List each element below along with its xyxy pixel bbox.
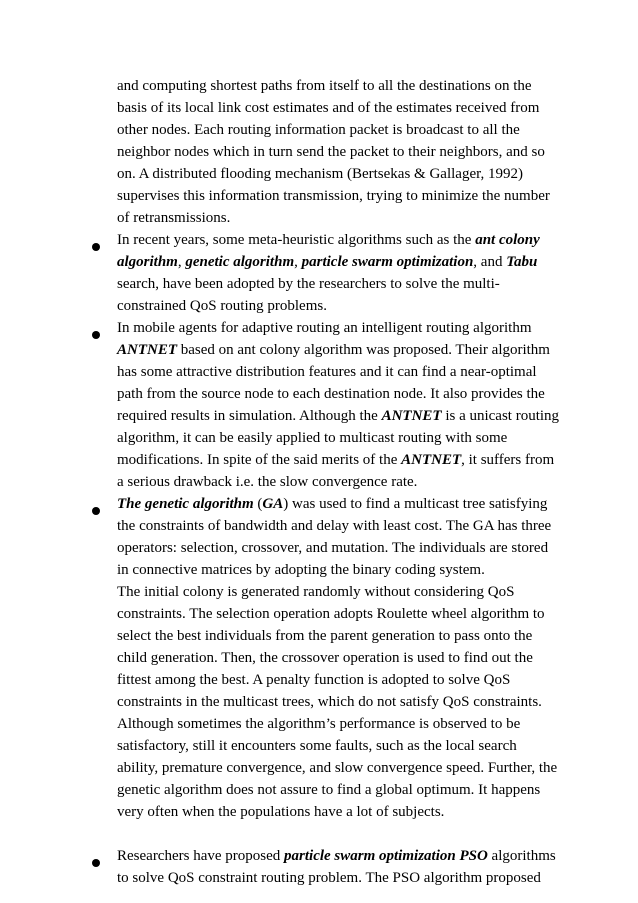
- text-line: genetic algorithm does not assure to find a global optimum. It happens: [117, 782, 541, 798]
- text-run: based on ant colony algorithm was proposed. Their algorithm: [177, 342, 550, 358]
- text-line: to solve QoS constraint routing problem. The PSO algorithm proposed: [117, 870, 541, 886]
- text-line: ability, premature convergence, and slow convergence speed. Further, the: [117, 760, 558, 776]
- text-run: , it suffers from: [461, 452, 555, 468]
- text-line: path from the source node to each destination node. It also provides the: [117, 386, 545, 402]
- emphasis-term: ANTNET: [117, 342, 177, 358]
- text-run: is a unicast routing: [441, 408, 560, 424]
- text-line: [117, 845, 556, 867]
- text-run: algorithms: [487, 848, 556, 864]
- text-line: fittest among the best. A penalty function is adopted to solve QoS: [117, 672, 511, 688]
- text-run: ,: [294, 254, 302, 270]
- emphasis-term: ant colony: [475, 232, 540, 248]
- text-line: [117, 251, 537, 273]
- emphasis-term: The genetic algorithm: [117, 496, 254, 512]
- text-line: [117, 493, 547, 515]
- text-line: a serious drawback i.e. the slow convergence rate.: [117, 474, 418, 490]
- emphasis-term: particle swarm optimization PSO: [284, 848, 488, 864]
- text-line: and computing shortest paths from itself to all the destinations on the: [117, 78, 532, 94]
- text-line: search, have been adopted by the researchers to solve the multi-: [117, 276, 500, 292]
- emphasis-term: algorithm: [117, 254, 178, 270]
- bullet-marker: [92, 331, 100, 339]
- emphasis-term: ANTNET: [401, 452, 462, 468]
- text-run: (: [253, 496, 263, 512]
- text-line: supervises this information transmission, trying to minimize the number: [117, 188, 550, 204]
- text-line: has some attractive distribution features and it can find a near-optimal: [117, 364, 537, 380]
- text-run: ,: [177, 254, 186, 270]
- text-line: operators: selection, crossover, and mutation. The individuals are stored: [117, 540, 549, 556]
- text-line: child generation. Then, the crossover operation is used to find out the: [117, 650, 533, 666]
- emphasis-term: Tabu: [506, 254, 538, 270]
- text-line: algorithm, it can be easily applied to multicast routing with some: [117, 430, 508, 446]
- text-line: the constraints of bandwidth and delay with least cost. The GA has three: [117, 518, 552, 534]
- text-line: very often when the populations have a lot of subjects.: [117, 804, 445, 820]
- text-run: , and: [473, 254, 507, 270]
- emphasis-term: particle swarm optimization: [301, 254, 474, 270]
- text-line: of retransmissions.: [117, 210, 231, 226]
- text-line: constraints. The selection operation adopts Roulette wheel algorithm to: [117, 606, 545, 622]
- bullet-marker: [92, 507, 100, 515]
- text-line: neighbor nodes which in turn send the packet to their neighbors, and so: [117, 144, 545, 160]
- bullet-marker: [92, 859, 100, 867]
- text-run: ) was used to find a multicast tree satisfying: [283, 496, 548, 512]
- text-run: modifications. In spite of the said merits of the: [117, 452, 402, 468]
- text-line: on. A distributed flooding mechanism (Bertsekas & Gallager, 1992): [117, 166, 523, 182]
- bullet-marker: [92, 243, 100, 251]
- text-line: [117, 229, 540, 251]
- text-line: constrained QoS routing problems.: [117, 298, 327, 314]
- text-line: basis of its local link cost estimates and of the estimates received from: [117, 100, 540, 116]
- text-line: [117, 449, 554, 471]
- text-line: select the best individuals from the parent generation to pass onto the: [117, 628, 533, 644]
- text-line: satisfactory, still it encounters some faults, such as the local search: [117, 738, 517, 754]
- text-line: [117, 405, 559, 427]
- emphasis-term: GA: [262, 496, 284, 512]
- text-line: In mobile agents for adaptive routing an intelligent routing algorithm: [117, 320, 532, 336]
- text-line: other nodes. Each routing information packet is broadcast to all the: [117, 122, 520, 138]
- emphasis-term: ANTNET: [381, 408, 442, 424]
- text-line: constraints in the multicast trees, which do not satisfy QoS constraints.: [117, 694, 542, 710]
- emphasis-term: genetic algorithm: [185, 254, 295, 270]
- text-line: in connective matrices by adopting the binary coding system.: [117, 562, 485, 578]
- text-run: Researchers have proposed: [117, 848, 285, 864]
- text-run: required results in simulation. Although the: [117, 408, 382, 424]
- text-run: In recent years, some meta-heuristic algorithms such as the: [117, 232, 476, 248]
- text-line: [117, 339, 550, 361]
- text-line: The initial colony is generated randomly without considering QoS: [117, 584, 515, 600]
- text-line: Although sometimes the algorithm’s performance is observed to be: [117, 716, 521, 732]
